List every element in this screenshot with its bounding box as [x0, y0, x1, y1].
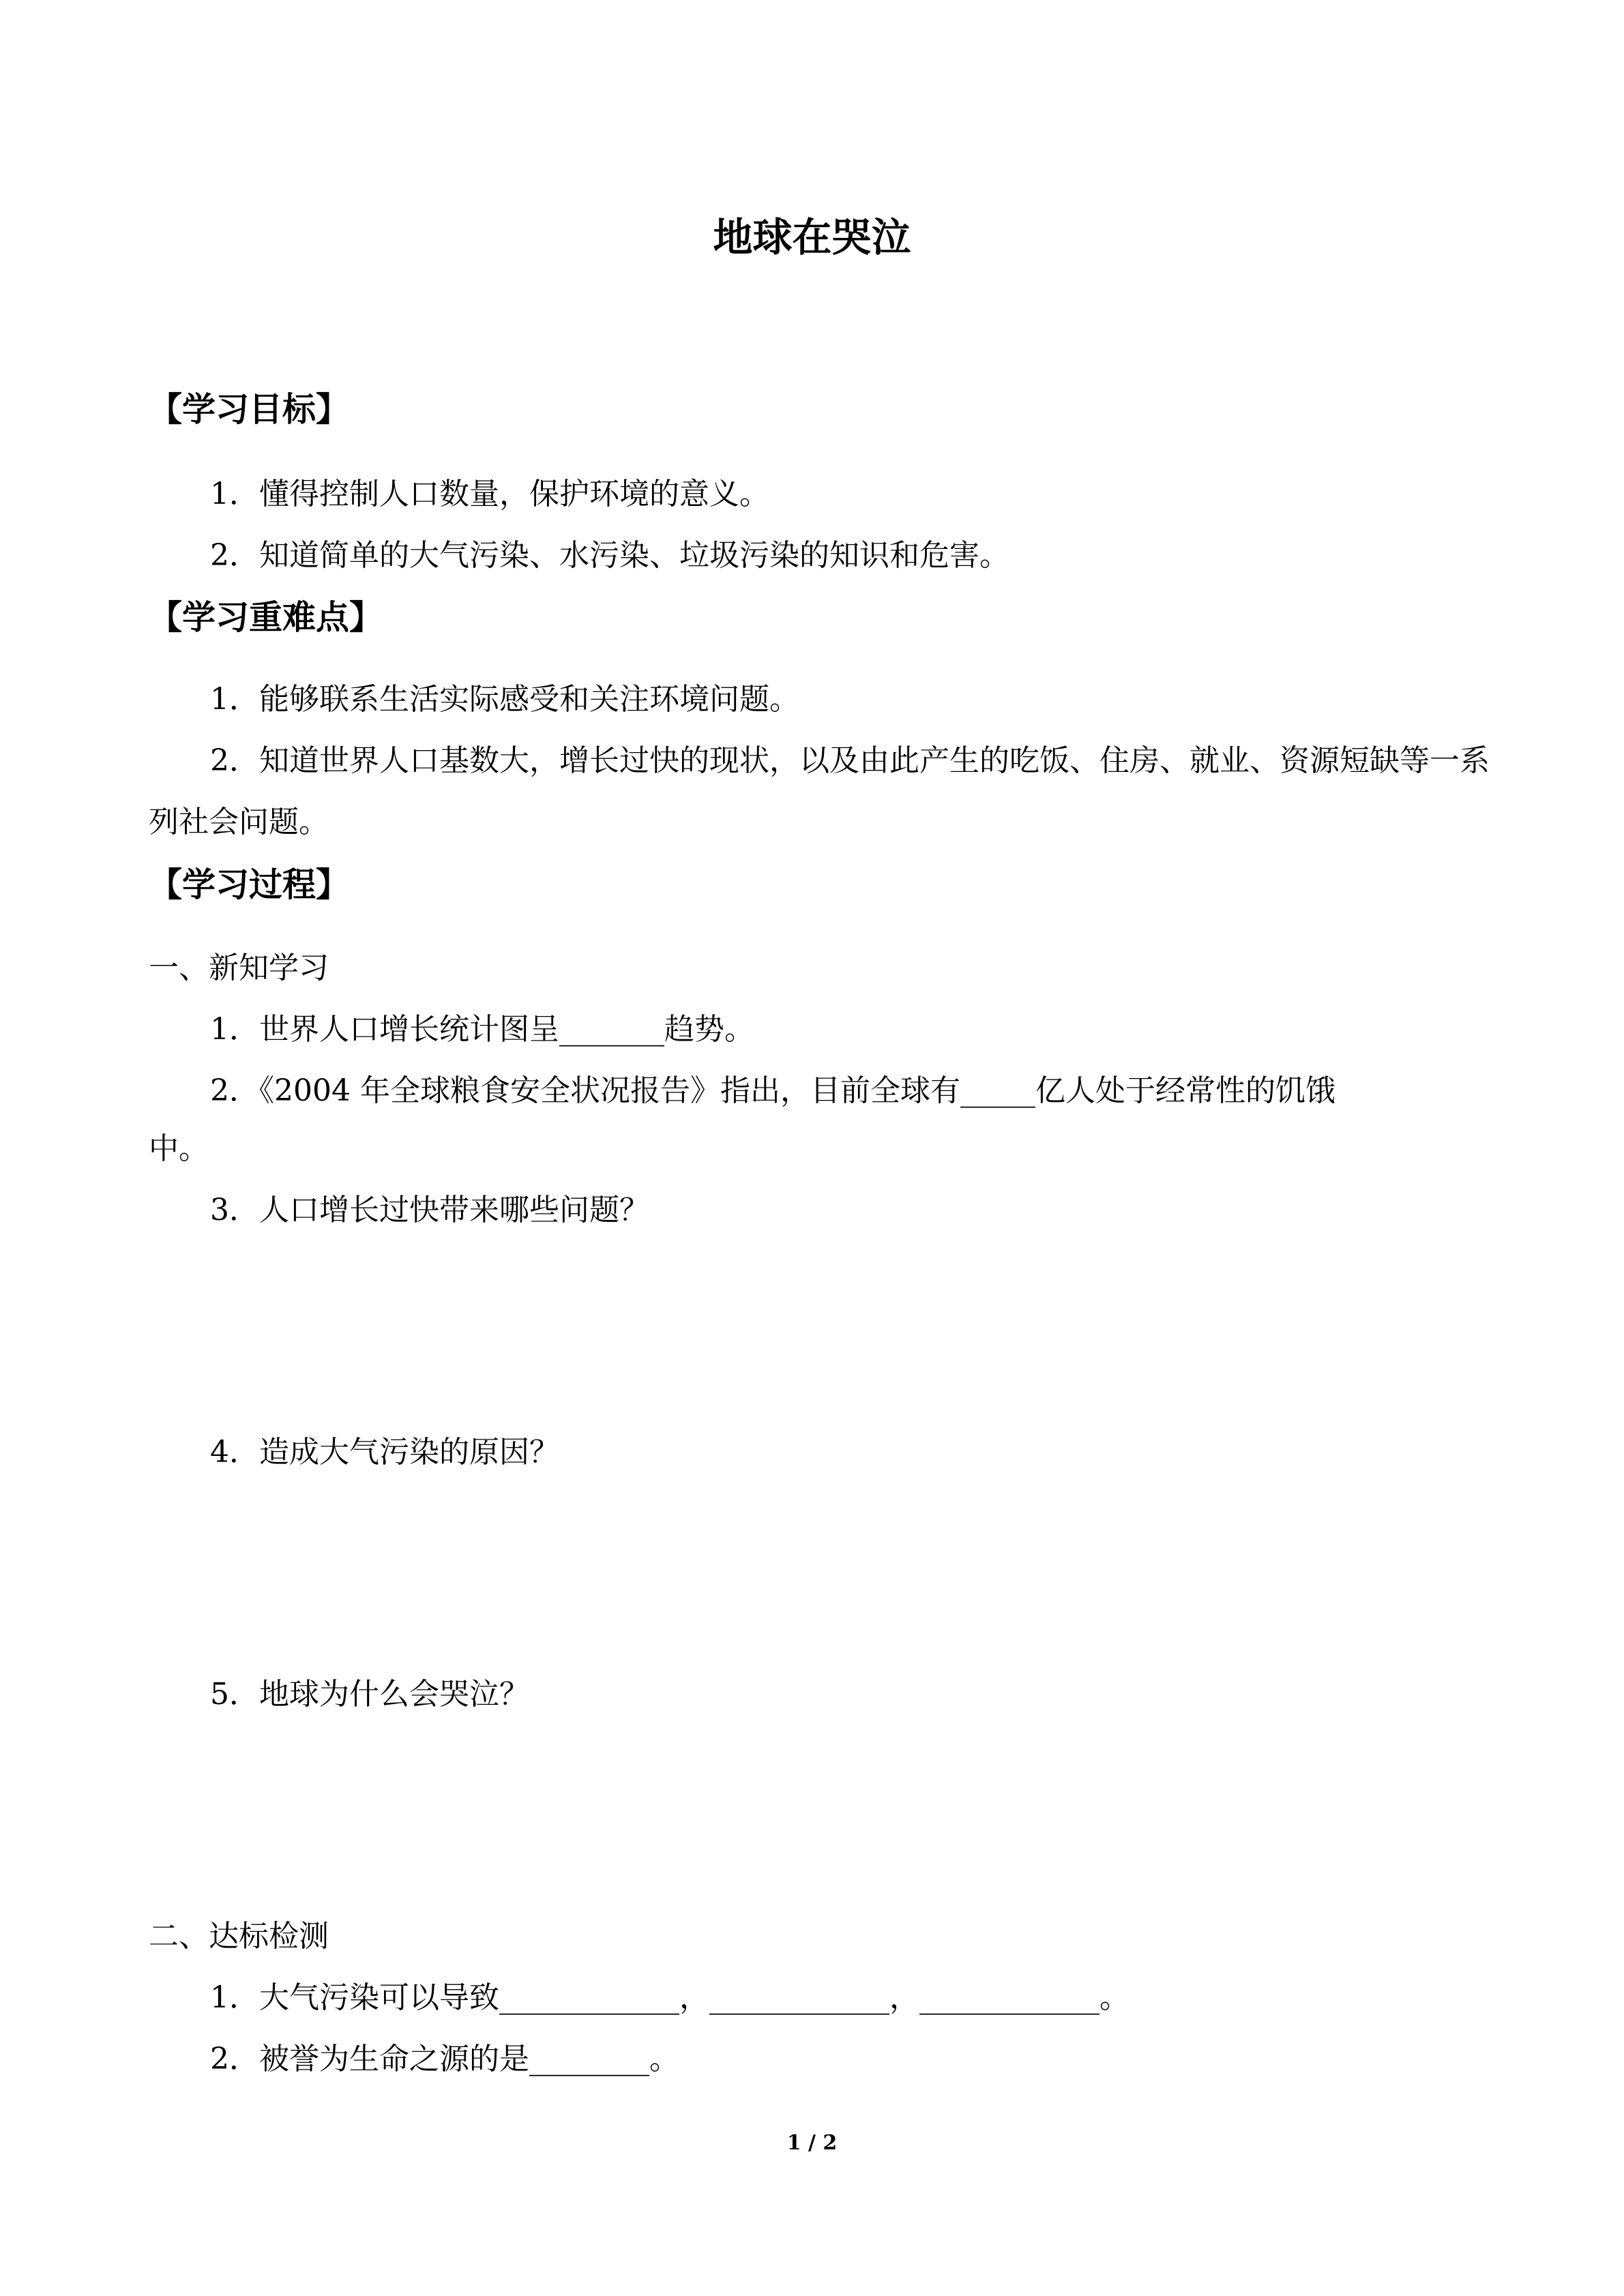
section-heading-goals: 【学习目标】: [149, 389, 350, 429]
part2-label: 二、达标检测: [149, 1919, 329, 1954]
goal-item-2: 2．知道简单的大气污染、水污染、垃圾污染的知识和危害。: [210, 538, 1009, 573]
key-point-item-2: 2．知道世界人口基数大，增长过快的现状，以及由此产生的吃饭、住房、就业、资源短缺等一系列社会问题。: [149, 743, 1490, 839]
part1-item-4: 4．造成大气污染的原因？: [210, 1435, 559, 1470]
goal-item-1: 1．懂得控制人口数量，保护环境的意义。: [210, 477, 769, 511]
part1-item-2-continued: 中。: [149, 1131, 209, 1166]
part1-label: 一、新知学习: [149, 951, 329, 985]
part1-item-3: 3．人口增长过快带来哪些问题？: [210, 1193, 649, 1227]
part1-item-5: 5．地球为什么会哭泣？: [210, 1677, 529, 1712]
part2-item-2: 2．被誉为生命之源的是________。: [210, 2042, 679, 2076]
section-heading-key-points: 【学习重难点】: [149, 597, 383, 637]
section-heading-process: 【学习过程】: [149, 865, 350, 904]
page-number: 1 / 2: [786, 2131, 838, 2155]
part2-item-1: 1．大气污染可以导致____________，____________，____________。: [210, 1980, 1130, 2015]
part1-item-1: 1．世界人口增长统计图呈_______趋势。: [210, 1012, 754, 1047]
part1-item-2: 2．《2004 年全球粮食安全状况报告》指出，目前全球有_____亿人处于经常性的饥饿: [210, 1073, 1335, 1108]
key-point-item-1: 1．能够联系生活实际感受和关注环境问题。: [210, 682, 799, 717]
document-title: 地球在哭泣: [713, 214, 911, 260]
